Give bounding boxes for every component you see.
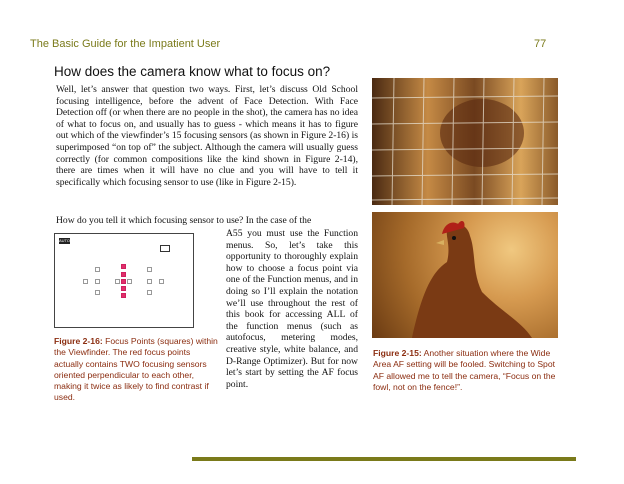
photo-chicken-behind-fence xyxy=(372,78,558,205)
cross-focus-point xyxy=(121,272,126,277)
cross-focus-point xyxy=(121,286,126,291)
focus-point xyxy=(127,279,132,284)
focus-point xyxy=(147,267,152,272)
fence-overlay xyxy=(372,78,558,205)
chicken-shape xyxy=(372,212,558,338)
viewfinder-diagram xyxy=(54,233,194,328)
figure-2-15-label: Figure 2-15: xyxy=(373,348,422,358)
focus-point xyxy=(95,290,100,295)
focus-point xyxy=(147,290,152,295)
body-paragraph-1: Well, let’s answer that question two ways. First, let’s discuss Old School focusing intelligence, before the advent of Face Detection. With Face Detection off (or when there are no people in the shot), the camera has no idea of what to focus on, and usually has to guess - which means it has to figure out which of the viewfinder’s 15 focusing sensors (as shown in Figure 2-16) is superimposed “on top of” the subject. Although the camera will usually guess correctly (for common compositions like the kind shown in Figure 2-14), there are times when it will have no clue and you will have to tell it specifically which focusing sensor to use (like in Figure 2-15). xyxy=(56,84,358,188)
cross-focus-point xyxy=(121,279,126,284)
figure-2-15-caption xyxy=(373,348,561,393)
body-paragraph-2: How do you tell it which focusing sensor to use? In the case of the xyxy=(56,215,312,226)
focus-point xyxy=(159,279,164,284)
cross-focus-point xyxy=(121,264,126,269)
camera-icon xyxy=(160,245,170,252)
focus-point xyxy=(95,279,100,284)
focus-point xyxy=(83,279,88,284)
body-paragraph-3: A55 you must use the Function menus. So, let’s take this opportunity to thoroughly explain how to choose a focus point via one of the Function menus, and in doing so I’ll explain the notation we’ll use throughout the rest of this book for accessing ALL of the function menus (such as autofocus, metering modes, creative style, white balance, and D-Range Optimizer). But for now let’s start by setting the AF focus point. xyxy=(226,228,358,390)
auto-mode-badge: AUTO xyxy=(59,238,71,243)
focus-point xyxy=(95,267,100,272)
page-number: 77 xyxy=(534,38,547,50)
figure-2-15-text: Another situation where the Wide Area AF setting will be fooled. Switching to Spot AF allowed me to tell the camera, “Focus on the fowl, not on the fence!”. xyxy=(373,348,556,392)
running-header-title: The Basic Guide for the Impatient User xyxy=(30,38,221,50)
focus-point xyxy=(115,279,120,284)
footer-rule xyxy=(192,457,576,461)
photo-chicken-closeup xyxy=(372,212,558,338)
focus-point xyxy=(147,279,152,284)
figure-2-16-text: Focus Points (squares) within the Viewfinder. The red focus points actually contains TWO focusing sensors oriented perpendicular to each other, making it twice as likely to find contrast if used. xyxy=(54,336,218,403)
cross-focus-point xyxy=(121,293,126,298)
figure-2-16-caption xyxy=(54,336,220,404)
section-heading: How does the camera know what to focus on? xyxy=(54,64,331,79)
figure-2-16-label: Figure 2-16: xyxy=(54,336,103,346)
